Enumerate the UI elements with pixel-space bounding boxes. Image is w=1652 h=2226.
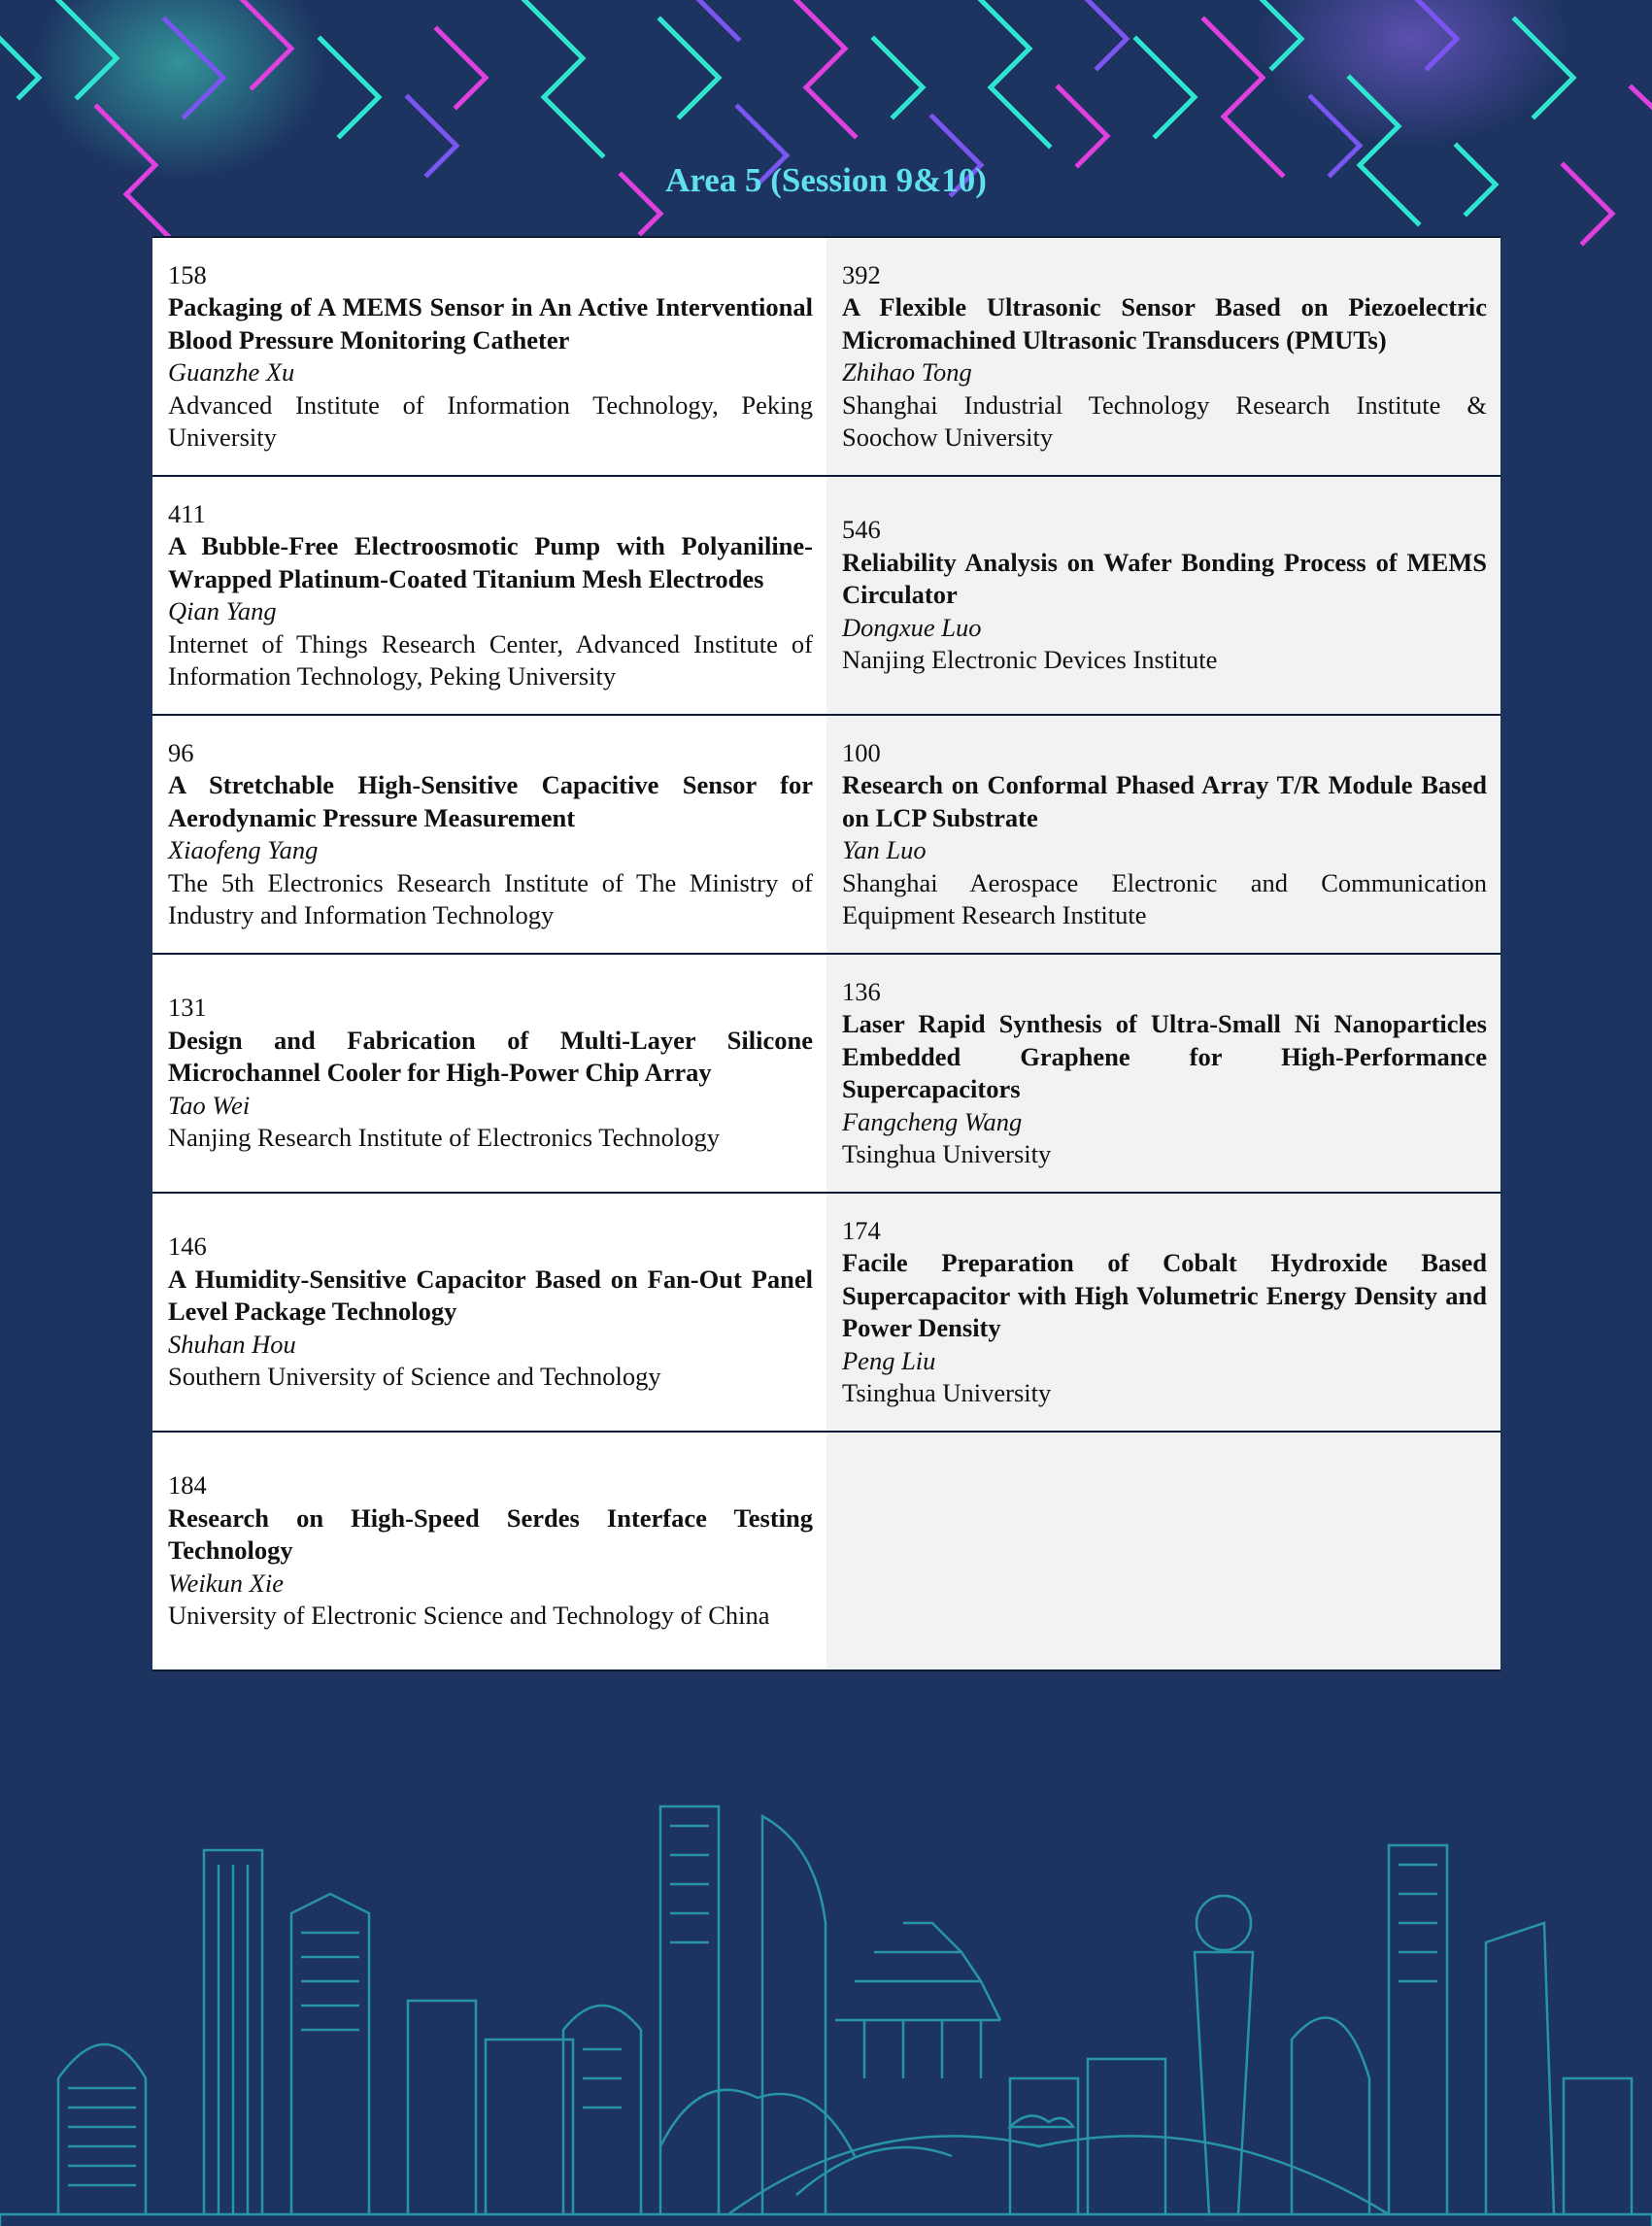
paper-cell bbox=[152, 477, 826, 714]
paper-id: 96 bbox=[168, 737, 194, 767]
paper-author: Tao Wei bbox=[168, 1090, 251, 1120]
paper-author: Qian Yang bbox=[168, 596, 277, 625]
paper-affiliation: Shanghai Aerospace Electronic and Communication Equipment Research Institute bbox=[842, 867, 1487, 929]
paper-author: Guanzhe Xu bbox=[168, 357, 295, 387]
paper-title: Design and Fabrication of Multi-Layer Silicone Microchannel Cooler for High-Power Chip Array bbox=[168, 1025, 813, 1088]
paper-title: Laser Rapid Synthesis of Ultra-Small Ni Nanoparticles Embedded Graphene for High-Performance Supercapacitors bbox=[842, 1009, 1487, 1103]
paper-id: 131 bbox=[168, 993, 207, 1023]
paper-title: A Stretchable High-Sensitive Capacitive Sensor for Aerodynamic Pressure Measurement bbox=[168, 770, 813, 832]
paper-affiliation: Nanjing Electronic Devices Institute bbox=[842, 645, 1218, 675]
paper-cell bbox=[826, 955, 1500, 1192]
paper-title: Research on Conformal Phased Array T/R Module Based on LCP Substrate bbox=[842, 770, 1487, 832]
paper-id: 546 bbox=[842, 515, 881, 545]
paper-author: Zhihao Tong bbox=[842, 357, 972, 387]
paper-affiliation: Internet of Things Research Center, Advanced Institute of Information Technology, Peking University bbox=[168, 628, 813, 691]
paper-cell bbox=[826, 1194, 1500, 1431]
paper-affiliation: Tsinghua University bbox=[842, 1378, 1052, 1407]
table-row bbox=[152, 716, 1500, 955]
paper-cell bbox=[152, 1194, 826, 1431]
paper-author: Weikun Xie bbox=[168, 1568, 284, 1598]
paper-author: Peng Liu bbox=[842, 1345, 936, 1375]
paper-author: Shuhan Hou bbox=[168, 1329, 296, 1359]
table-row bbox=[152, 1433, 1500, 1671]
paper-affiliation: The 5th Electronics Research Institute of The Ministry of Industry and Information Technology bbox=[168, 867, 813, 929]
empty-cell bbox=[826, 1433, 1500, 1670]
paper-title: Facile Preparation of Cobalt Hydroxide Based Supercapacitor with High Volumetric Energy Density and Power Density bbox=[842, 1248, 1487, 1342]
paper-cell bbox=[826, 716, 1500, 953]
papers-table bbox=[152, 236, 1500, 1671]
table-row bbox=[152, 238, 1500, 477]
paper-author: Fangcheng Wang bbox=[842, 1106, 1023, 1136]
paper-id: 184 bbox=[168, 1470, 207, 1501]
paper-affiliation: Nanjing Research Institute of Electronics Technology bbox=[168, 1123, 720, 1153]
page-title: Area 5 (Session 9&10) bbox=[665, 161, 987, 199]
paper-cell bbox=[152, 716, 826, 953]
paper-id: 136 bbox=[842, 976, 881, 1006]
paper-author: Xiaofeng Yang bbox=[168, 835, 319, 864]
paper-id: 174 bbox=[842, 1215, 881, 1245]
paper-cell bbox=[826, 238, 1500, 475]
paper-cell bbox=[152, 238, 826, 475]
paper-title: Reliability Analysis on Wafer Bonding Process of MEMS Circulator bbox=[842, 547, 1487, 610]
paper-affiliation: Tsinghua University bbox=[842, 1139, 1052, 1168]
paper-cell bbox=[152, 955, 826, 1192]
paper-affiliation: University of Electronic Science and Technology of China bbox=[168, 1601, 770, 1631]
paper-id: 411 bbox=[168, 498, 206, 528]
paper-id: 100 bbox=[842, 737, 881, 767]
paper-cell bbox=[826, 477, 1500, 714]
paper-cell bbox=[152, 1433, 826, 1670]
paper-author: Yan Luo bbox=[842, 835, 927, 864]
city-skyline-decoration bbox=[0, 1787, 1652, 2226]
paper-title: A Bubble-Free Electroosmotic Pump with Polyaniline-Wrapped Platinum-Coated Titanium Mesh Electrodes bbox=[168, 531, 813, 593]
paper-affiliation: Southern University of Science and Technology bbox=[168, 1362, 661, 1392]
table-row bbox=[152, 1194, 1500, 1433]
table-row bbox=[152, 477, 1500, 716]
paper-title: A Humidity-Sensitive Capacitor Based on Fan-Out Panel Level Package Technology bbox=[168, 1264, 813, 1327]
paper-affiliation: Shanghai Industrial Technology Research Institute & Soochow University bbox=[842, 389, 1487, 452]
paper-affiliation: Advanced Institute of Information Technology, Peking University bbox=[168, 389, 813, 452]
paper-author: Dongxue Luo bbox=[842, 612, 982, 642]
paper-title: Packaging of A MEMS Sensor in An Active Interventional Blood Pressure Monitoring Catheter bbox=[168, 292, 813, 354]
paper-id: 158 bbox=[168, 259, 207, 289]
paper-id: 146 bbox=[168, 1231, 207, 1262]
table-row bbox=[152, 955, 1500, 1194]
paper-title: Research on High-Speed Serdes Interface Testing Technology bbox=[168, 1502, 813, 1566]
paper-id: 392 bbox=[842, 259, 881, 289]
paper-title: A Flexible Ultrasonic Sensor Based on Piezoelectric Micromachined Ultrasonic Transducers (PMUTs) bbox=[842, 292, 1487, 354]
